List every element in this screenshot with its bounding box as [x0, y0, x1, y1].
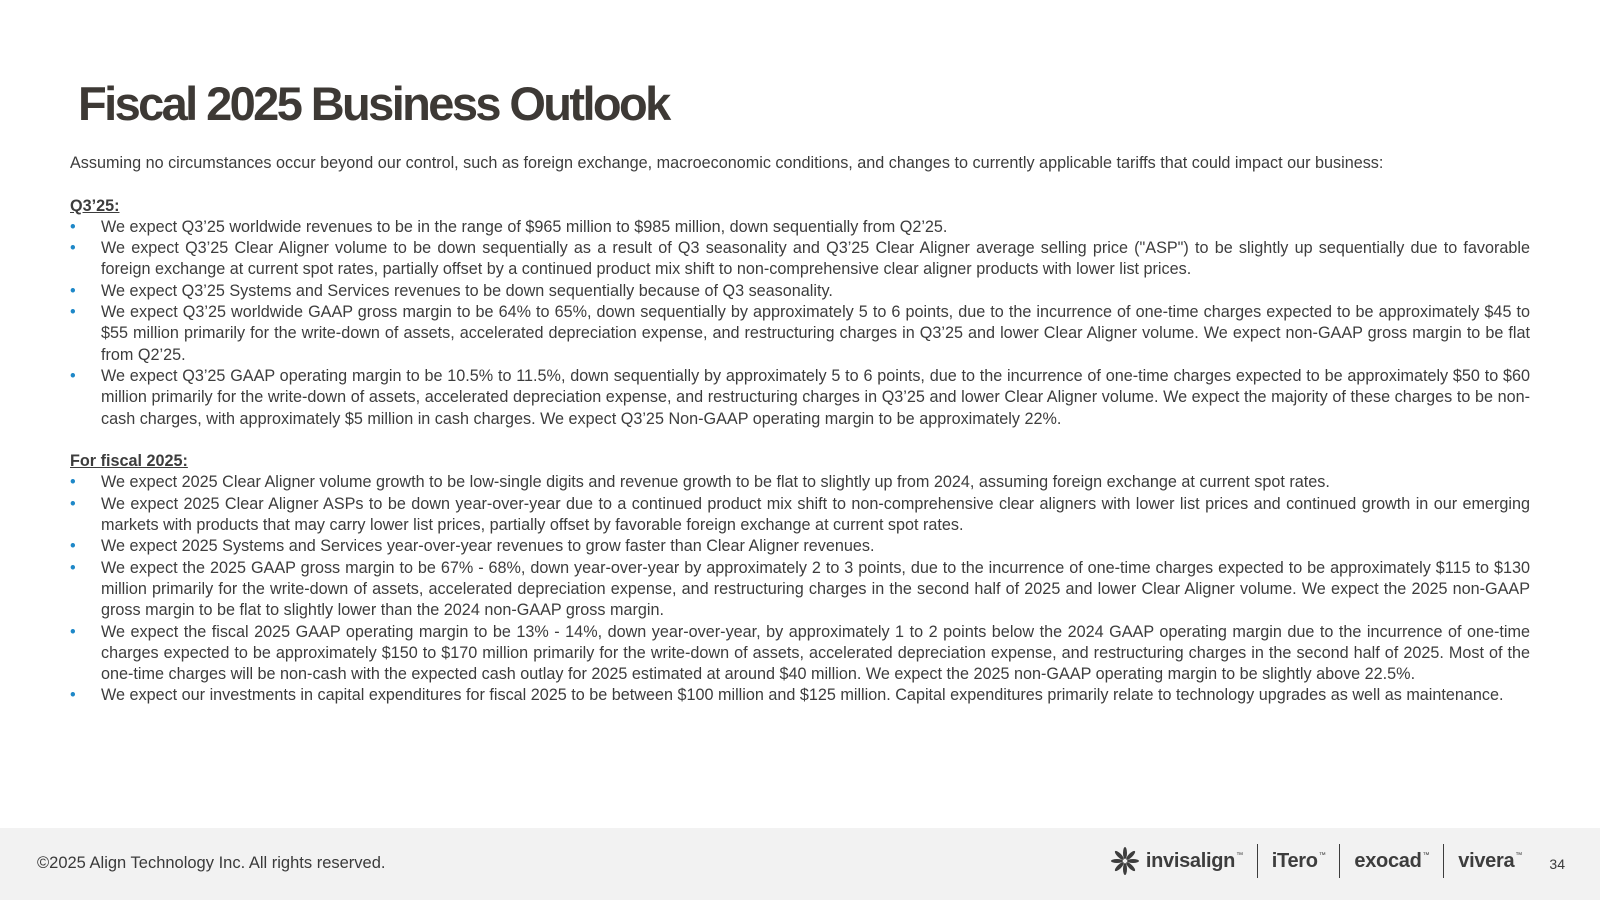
list-item: • We expect our investments in capital expenditures for fiscal 2025 to be between $100 million and $125 million. Capital expenditures primarily relate to technology upgrades as well as maintenance.	[70, 685, 1530, 706]
bullet-icon: •	[70, 494, 76, 513]
exocad-logo: exocad ™	[1354, 849, 1430, 872]
list-item: • We expect 2025 Clear Aligner volume growth to be low-single digits and revenue growth to be flat to slightly up from 2024, assuming foreign exchange at current spot rates.	[70, 472, 1530, 493]
itero-logo: iTero ™	[1271, 849, 1326, 872]
list-item: • We expect 2025 Systems and Services year-over-year revenues to grow faster than Clear Aligner revenues.	[70, 536, 1530, 557]
bullet-icon: •	[70, 622, 76, 641]
section-fiscal-2025	[70, 451, 1530, 707]
list-item: • We expect Q3’25 worldwide revenues to be in the range of $965 million to $985 million, down sequentially from Q2’25.	[70, 217, 1530, 238]
list-item: • We expect 2025 Clear Aligner ASPs to be down year-over-year due to a continued product mix shift to non-comprehensive clear aligners with lower list prices and continued growth in our emerging markets with products that may carry lower list prices, partially offset by favorable foreign exchange at current spot rates.	[70, 494, 1530, 535]
bullet-icon: •	[70, 473, 76, 492]
invisalign-logo: invisalign ™	[1110, 846, 1243, 876]
section-heading-q3: Q3’25:	[70, 196, 120, 215]
bullet-icon: •	[70, 281, 76, 300]
page-number: 34	[1549, 856, 1565, 872]
list-item: • We expect Q3’25 Systems and Services revenues to be down sequentially because of Q3 seasonality.	[70, 281, 1530, 302]
invisalign-star-icon	[1110, 846, 1140, 876]
bullet-icon: •	[70, 366, 76, 385]
list-item: • We expect Q3’25 Clear Aligner volume to be down sequentially as a result of Q3 seasonality and Q3’25 Clear Aligner average selling price ("ASP") to be slightly up sequentially due to favorable foreign exchange at current spot rates, partially offset by a continued product mix shift to non-comprehensive clear aligner products with lower list prices.	[70, 239, 1530, 279]
bullet-list-q3	[70, 217, 1530, 430]
bullet-icon: •	[70, 239, 76, 258]
footer	[0, 828, 1600, 900]
bullet-list-fiscal-2025	[70, 472, 1530, 706]
list-item: • We expect Q3’25 worldwide GAAP gross margin to be 64% to 65%, down sequentially by approximately 5 to 6 points, due to the incurrence of one-time charges expected to be approximately $45 to $55 million primarily for the write-down of assets, accelerated depreciation expense, and restructuring charges in Q3’25 and lower Clear Aligner volume. We expect non-GAAP gross margin to be flat from Q2’25.	[70, 303, 1530, 364]
list-item: • We expect the fiscal 2025 GAAP operating margin to be 13% - 14%, down year-over-year, by approximately 1 to 2 points below the 2024 GAAP operating margin due to the incurrence of one-time charges expected to be approximately $150 to $170 million primarily for the write-down of assets, accelerated depreciation expense, and restructuring charges in the second half of 2025. Most of the one-time charges will be non-cash with the expected cash outlay for 2025 estimated at around $40 million. We expect the 2025 non-GAAP operating margin to be slightly above 22.5%.	[70, 622, 1530, 684]
list-item: • We expect Q3’25 GAAP operating margin to be 10.5% to 11.5%, down sequentially by approximately 5 to 6 points, due to the incurrence of one-time charges expected to be approximately $50 to $60 million primarily for the write-down of assets, accelerated depreciation expense, and restructuring charges in Q3’25 and lower Clear Aligner volume. We expect the majority of these charges to be non-cash charges, with approximately $5 million in cash charges. We expect Q3’25 Non-GAAP operating margin to be approximately 22%.	[70, 366, 1530, 428]
vivera-logo: vivera ™	[1458, 849, 1522, 872]
section-q3	[70, 196, 1530, 430]
bullet-icon: •	[70, 558, 76, 577]
exocad-wordmark: exocad	[1354, 849, 1422, 872]
itero-wordmark: iTero	[1271, 849, 1318, 872]
copyright-text: ©2025 Align Technology Inc. All rights reserved.	[37, 854, 386, 872]
brand-divider	[1339, 844, 1340, 878]
page-title: Fiscal 2025 Business Outlook	[78, 77, 669, 130]
bullet-icon: •	[70, 303, 76, 322]
section-spacer	[70, 430, 1530, 451]
intro-text: Assuming no circumstances occur beyond our control, such as foreign exchange, macroeconomic conditions, and changes to currently applicable tariffs that could impact our business:	[70, 154, 1384, 172]
outlook-content	[70, 153, 1530, 707]
bullet-icon: •	[70, 686, 76, 705]
bullet-icon: •	[70, 537, 76, 556]
list-item: • We expect the 2025 GAAP gross margin to be 67% - 68%, down year-over-year by approximately 2 to 3 points, due to the incurrence of one-time charges expected to be approximately $115 to $130 million primarily for the write-down of assets, accelerated depreciation expense, and restructuring charges in the second half of 2025 and lower Clear Aligner volume. We expect the 2025 non-GAAP gross margin to be flat to slightly lower than the 2024 non-GAAP gross margin.	[70, 558, 1530, 620]
brand-divider	[1257, 844, 1258, 878]
bullet-icon: •	[70, 217, 76, 236]
brand-divider	[1443, 844, 1444, 878]
invisalign-wordmark: invisalign	[1145, 849, 1236, 872]
brand-logos	[1110, 843, 1522, 879]
vivera-wordmark: vivera	[1458, 849, 1515, 872]
section-heading-fiscal-2025: For fiscal 2025:	[70, 452, 188, 471]
